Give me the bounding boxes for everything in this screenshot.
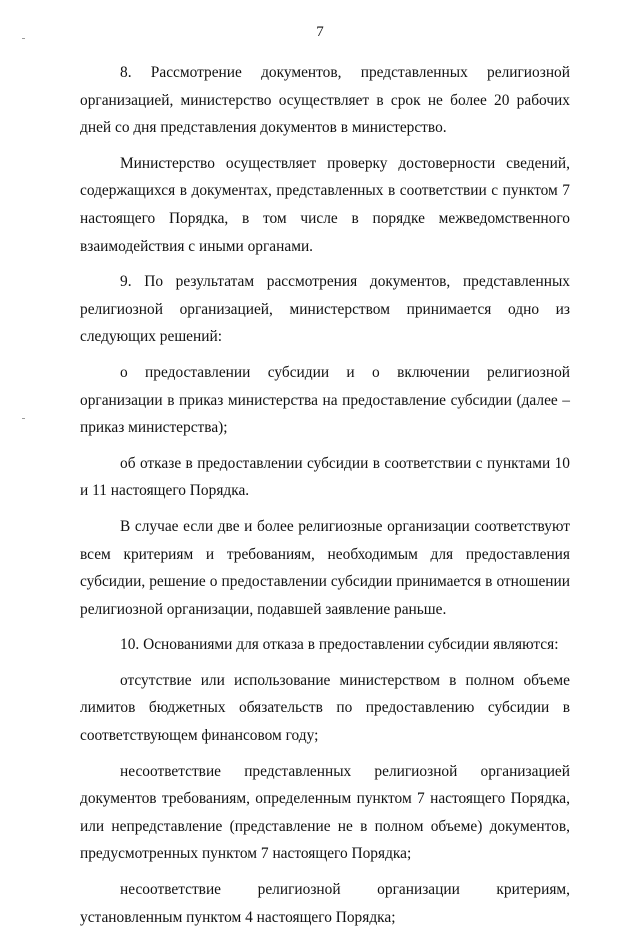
page-number: 7 <box>316 24 324 40</box>
paragraph-decision-grant: о предоставлении субсидии и о включении религиозной организации в приказ министерства на предоставление субсидии (далее – приказ министерства); <box>80 363 570 437</box>
paragraph-ground-documents: несоответствие представленных религиозной организацией документов требованиям, определенным пунктом 7 настоящего Порядка, или непредставление (представление не в полном объеме) документов, предусмотренных пунктом 7 настоящего Порядка; <box>80 762 570 863</box>
paragraph-ground-limits: отсутствие или использование министерством в полном объеме лимитов бюджетных обязательств по предоставлению субсидии в соответствующем финансовом году; <box>80 671 570 745</box>
paragraph-9: 9. По результатам рассмотрения документов, представленных религиозной организацией, министерством принимается одно из следующих решений: <box>80 273 570 346</box>
scan-mark <box>22 418 25 419</box>
document-body <box>80 59 570 931</box>
paragraph-ground-criteria: несоответствие религиозной организации критериям, установленным пунктом 4 настоящего Порядка; <box>80 881 570 926</box>
paragraph-8: 8. Рассмотрение документов, представленных религиозной организацией, министерство осуществляет в срок не более 20 рабочих дней со дня представления документов в министерство. <box>80 64 570 137</box>
paragraph-verification: Министерство осуществляет проверку достоверности сведений, содержащихся в документах, представленных в соответствии с пунктом 7 настоящего Порядка, в том числе в порядке межведомственного взаимодействия с иными органами. <box>80 154 570 255</box>
paragraph-decision-refusal: об отказе в предоставлении субсидии в соответствии с пунктами 10 и 11 настоящего Порядка. <box>80 454 570 500</box>
paragraph-10: 10. Основаниями для отказа в предоставлении субсидии являются: <box>120 636 559 654</box>
paragraph-priority: В случае если две и более религиозные организации соответствуют всем критериям и требованиям, необходимым для предоставления субсидии, решение о предоставлении субсидии принимается в отношении религиозной организации, подавшей заявление раньше. <box>80 517 570 618</box>
